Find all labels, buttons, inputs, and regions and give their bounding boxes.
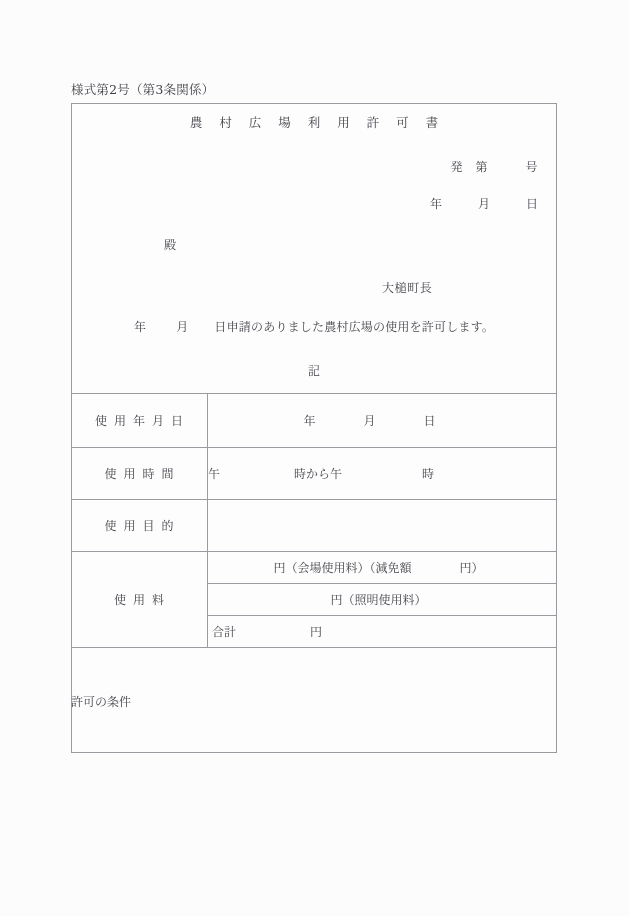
use-time-value [208, 467, 434, 481]
table-row-fee-venue [71, 552, 557, 584]
use-time-middle: 時から午 [294, 467, 343, 481]
permit-details-table [71, 393, 557, 756]
fee-venue-value: 円（会場使用料）（減免額 円） [273, 561, 484, 575]
page-title: 農 村 広 場 利 用 許 可 書 [189, 115, 445, 130]
row-value-use-time[interactable] [208, 448, 558, 500]
body-month-label: 月 [176, 320, 189, 334]
row-label-fee-text: 使用料 [113, 593, 171, 607]
addressee-honorific: 殿 [164, 238, 177, 252]
row-label-use-date-text: 使用年月日 [94, 414, 190, 428]
row-label-use-time [71, 448, 208, 500]
row-label-fee [71, 552, 208, 648]
row-value-fee-lighting[interactable] [208, 584, 558, 616]
conditions-label: 許可の条件 [71, 695, 132, 710]
table-row-purpose [71, 500, 557, 552]
issuer-name: 大槌町長 [382, 281, 433, 295]
fee-total-label: 合計 [212, 625, 237, 639]
row-label-use-time-text: 使用時間 [104, 467, 181, 481]
permit-body-sentence [134, 318, 494, 335]
body-year-label: 年 [134, 320, 147, 334]
form-number-label: 様式第2号（第3条関係） [71, 82, 215, 97]
use-time-prefix: 午 [208, 467, 221, 481]
row-value-fee-total[interactable] [208, 616, 558, 648]
conditions-cell[interactable] [71, 648, 557, 756]
row-value-use-date[interactable] [208, 394, 558, 448]
document-header-section [72, 104, 556, 393]
row-label-purpose [71, 500, 208, 552]
fee-lighting-value: 円（照明使用料） [330, 593, 427, 607]
table-row-use-date [71, 394, 557, 448]
table-row-use-time [71, 448, 557, 500]
row-label-purpose-text: 使用目的 [104, 519, 181, 533]
permit-document-box [71, 103, 557, 753]
document-number-field: 発 第 号 [450, 160, 538, 174]
row-label-use-date [71, 394, 208, 448]
table-row-conditions [71, 648, 557, 756]
fee-total-unit: 円 [310, 625, 323, 639]
issue-date-field: 年 月 日 [429, 197, 538, 211]
row-value-purpose[interactable] [208, 500, 558, 552]
body-sentence-text: 日申請のありました農村広場の使用を許可します。 [214, 320, 495, 334]
fee-total-value [208, 625, 322, 639]
use-date-value: 年 月 日 [303, 414, 436, 428]
ki-marker: 記 [307, 364, 320, 378]
use-time-suffix: 時 [422, 467, 435, 481]
row-value-fee-venue[interactable] [208, 552, 558, 584]
